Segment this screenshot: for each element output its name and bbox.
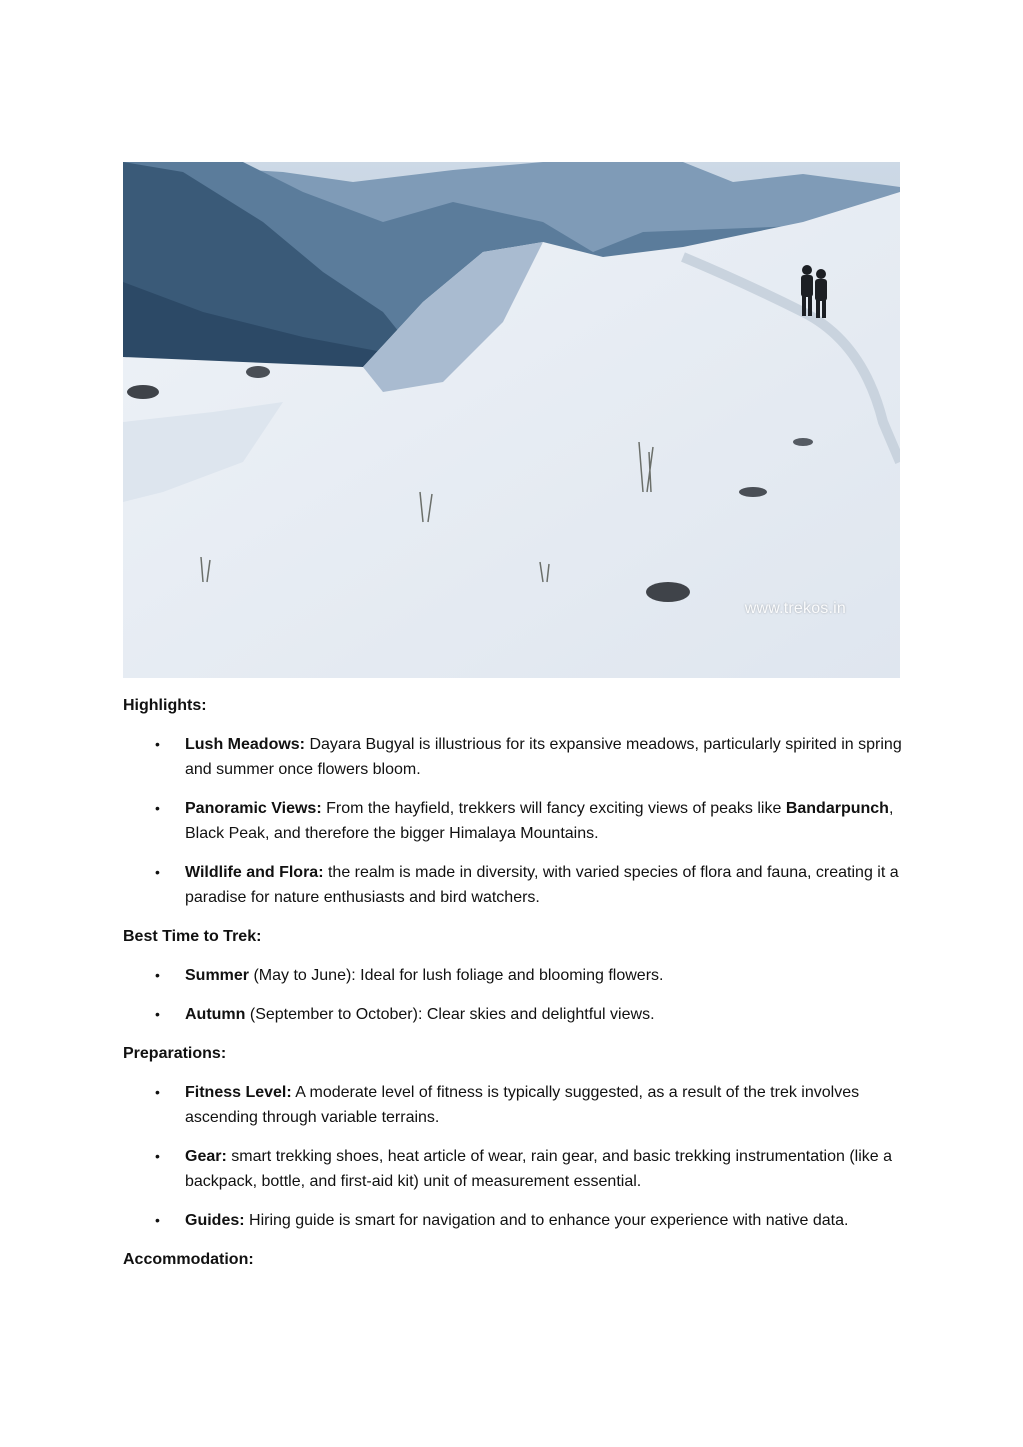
trek-photo xyxy=(123,162,900,678)
bullet-icon: • xyxy=(155,967,160,983)
bullet-icon: • xyxy=(155,864,160,880)
bullet-icon: • xyxy=(155,1148,160,1164)
item-label: Wildlife and Flora: xyxy=(185,864,324,881)
item-text: (May to June): Ideal for lush foliage and blooming flowers. xyxy=(249,967,664,984)
item-label: Fitness Level: xyxy=(185,1084,292,1101)
list-item xyxy=(123,1144,913,1194)
highlights-list xyxy=(123,732,913,910)
item-text: Hiring guide is smart for navigation and to enhance your experience with native data. xyxy=(244,1212,849,1229)
preparations-heading: Preparations: xyxy=(123,1045,227,1062)
item-text: , Black Peak, and therefore the bigger Himalaya Mountains. xyxy=(185,800,894,842)
item-label: Guides: xyxy=(185,1212,245,1229)
item-text: smart trekking shoes, heat article of wear, rain gear, and basic trekking instrumentation (like a backpack, bottle, and first-aid kit) unit of measurement essential. xyxy=(185,1148,893,1190)
bullet-icon: • xyxy=(155,1006,160,1022)
list-item xyxy=(123,860,913,910)
document-body xyxy=(123,693,913,1272)
item-label: Autumn xyxy=(185,1006,246,1023)
list-item xyxy=(123,1080,913,1130)
bullet-icon: • xyxy=(155,800,160,816)
item-label: Summer xyxy=(185,967,250,984)
accommodation-heading: Accommodation: xyxy=(123,1251,254,1268)
list-item xyxy=(123,732,913,782)
item-text: From the hayfield, trekkers will fancy exciting views of peaks like xyxy=(321,800,786,817)
bullet-icon: • xyxy=(155,1212,160,1228)
item-label: Lush Meadows: xyxy=(185,736,306,753)
preparations-list xyxy=(123,1080,913,1233)
item-text: the realm is made in diversity, with varied species of flora and fauna, creating it a paradise for nature enthusiasts and bird watchers. xyxy=(185,864,899,906)
list-item xyxy=(123,796,913,846)
item-label: Gear: xyxy=(185,1148,227,1165)
item-label: Panoramic Views: xyxy=(185,800,322,817)
item-bold-term: Bandarpunch xyxy=(785,800,889,817)
bullet-icon: • xyxy=(155,1084,160,1100)
item-text: Dayara Bugyal is illustrious for its expansive meadows, particularly spirited in spring and summer once flowers bloom. xyxy=(185,736,902,778)
list-item xyxy=(123,1002,913,1027)
best-time-list xyxy=(123,963,913,1027)
highlights-heading: Highlights: xyxy=(123,697,207,714)
best-time-heading: Best Time to Trek: xyxy=(123,928,262,945)
item-text: A moderate level of fitness is typically suggested, as a result of the trek involves ascending through variable terrains. xyxy=(185,1084,860,1126)
item-text: (September to October): Clear skies and delightful views. xyxy=(245,1006,655,1023)
list-item xyxy=(123,1208,913,1233)
list-item xyxy=(123,963,913,988)
photo-watermark: www.trekos.in xyxy=(744,600,846,617)
bullet-icon: • xyxy=(155,736,160,752)
